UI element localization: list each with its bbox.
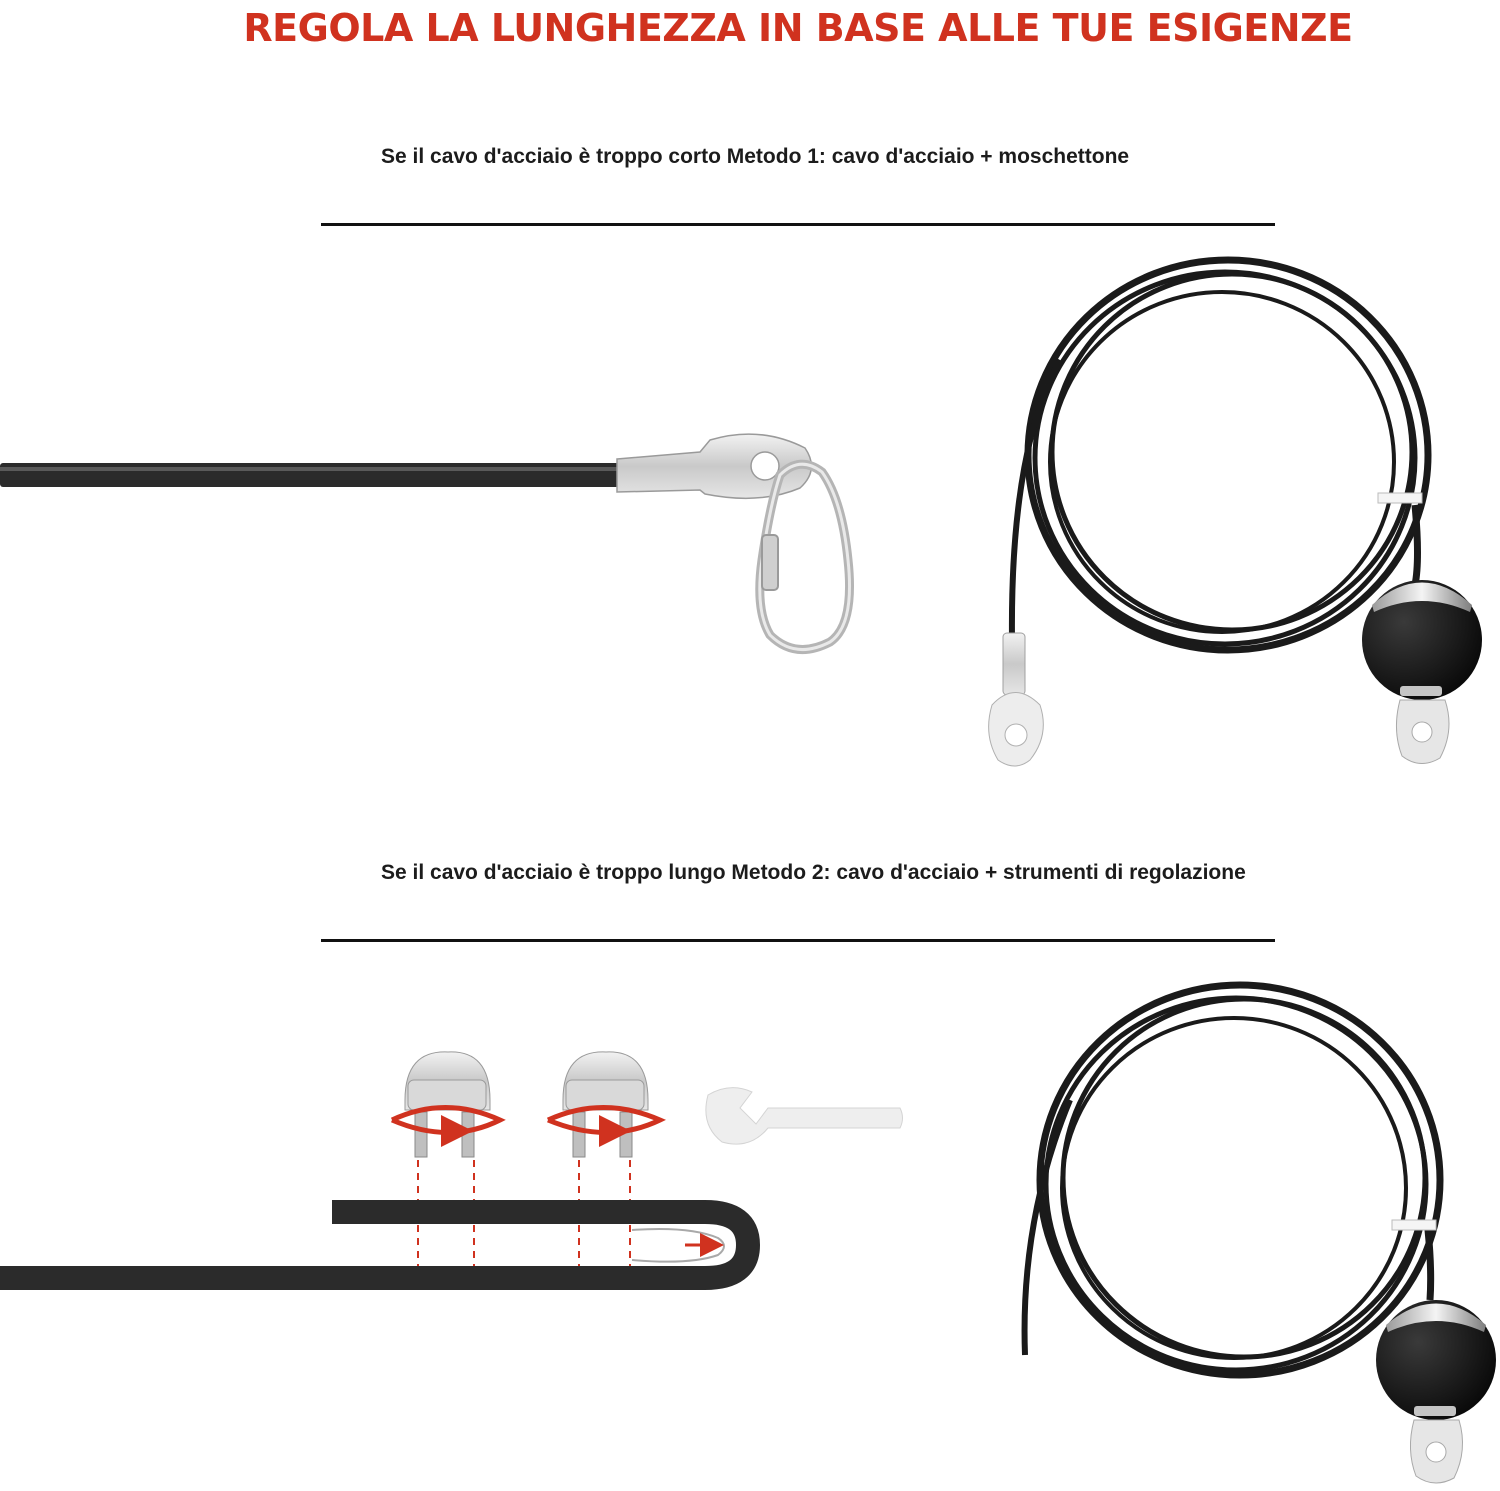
coiled-cable-2 <box>1025 985 1440 1375</box>
cable-tie <box>1378 493 1422 503</box>
coiled-cable-1 <box>1012 260 1428 650</box>
cable-end-terminal <box>617 434 811 498</box>
looped-cable <box>0 1212 748 1278</box>
section2-heading: Se il cavo d'acciaio è troppo lungo Metodo 2: cavo d'acciaio + strumenti di regolazione <box>381 861 1246 884</box>
wrench <box>706 1088 903 1144</box>
carabiner <box>760 464 850 649</box>
wire-rope-clip-1 <box>392 1052 500 1157</box>
page-title: REGOLA LA LUNGHEZZA IN BASE ALLE TUE ESIGENZE <box>243 6 1353 50</box>
free-end-terminal-1 <box>989 633 1044 766</box>
ball-stopper-1 <box>1362 580 1482 764</box>
wire-rope-clip-2 <box>548 1052 660 1157</box>
steel-cable-straight <box>0 463 625 487</box>
section1-heading: Se il cavo d'acciaio è troppo corto Metodo 1: cavo d'acciaio + moschettone <box>381 145 1130 168</box>
cable-tie-2 <box>1392 1220 1436 1230</box>
ball-stopper-2 <box>1376 1300 1496 1483</box>
